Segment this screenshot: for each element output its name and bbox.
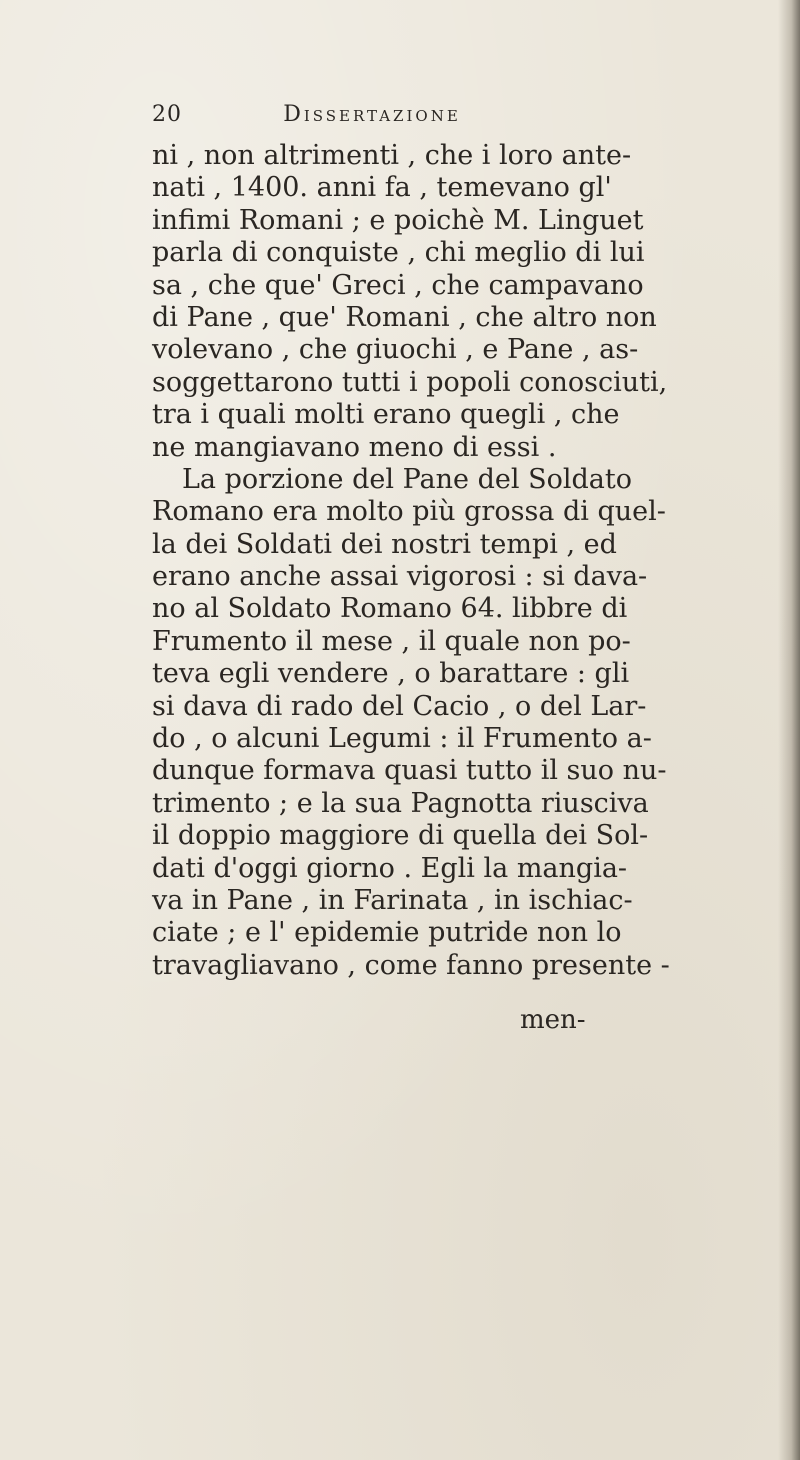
text-line: il doppio maggiore di quella dei Sol- xyxy=(152,820,649,852)
text-line: erano anche assai vigorosi : si dava- xyxy=(152,561,648,593)
text-line: ni , non altrimenti , che i loro ante- xyxy=(152,140,632,171)
text-line: ciate ; e l' epidemie putride non lo xyxy=(152,917,622,949)
text-line: dunque formava quasi tutto il suo nu- xyxy=(152,755,667,787)
text-line: sa , che que' Greci , che campavano xyxy=(152,269,644,301)
page-gutter-shadow xyxy=(778,0,800,1460)
text-line: travagliavano , come fanno presente - xyxy=(152,949,670,981)
page-header xyxy=(152,102,592,138)
text-line: tra i quali molti erano quegli , che xyxy=(152,399,620,431)
text-line: ne mangiavano meno di essi . xyxy=(152,431,557,463)
text-line: la dei Soldati dei nostri tempi , ed xyxy=(152,528,617,560)
text-line: trimento ; e la sua Pagnotta riusciva xyxy=(152,787,649,819)
running-head: Dissertazione xyxy=(283,102,461,127)
text-line: parla di conquiste , chi meglio di lui xyxy=(152,237,645,269)
text-line: Romano era molto più grossa di quel- xyxy=(152,496,666,528)
text-line: dati d'oggi giorno . Egli la mangia- xyxy=(152,852,628,884)
text-line: no al Soldato Romano 64. libbre di xyxy=(152,593,628,625)
text-line: infimi Romani ; e poichè M. Linguet xyxy=(152,204,644,236)
text-line: va in Pane , in Farinata , in ischiac- xyxy=(152,884,633,916)
text-line: si dava di rado del Cacio , o del Lar- xyxy=(152,690,647,722)
text-line: Frumento il mese , il quale non po- xyxy=(152,625,631,657)
catchword: men- xyxy=(520,1005,586,1035)
text-line: volevano , che giuochi , e Pane , as- xyxy=(152,334,639,366)
page-number: 20 xyxy=(152,102,182,127)
text-line: soggettarono tutti i popoli conosciuti, xyxy=(152,366,668,398)
text-line: do , o alcuni Legumi : il Frumento a- xyxy=(152,723,652,755)
text-line: teva egli vendere , o barattare : gli xyxy=(152,658,630,690)
body-text xyxy=(152,140,670,982)
text-line: di Pane , que' Romani , che altro non xyxy=(152,301,657,333)
paragraph-start-line: La porzione del Pane del Soldato xyxy=(182,463,632,495)
text-line: nati , 1400. anni fa , temevano gl' xyxy=(152,172,612,204)
